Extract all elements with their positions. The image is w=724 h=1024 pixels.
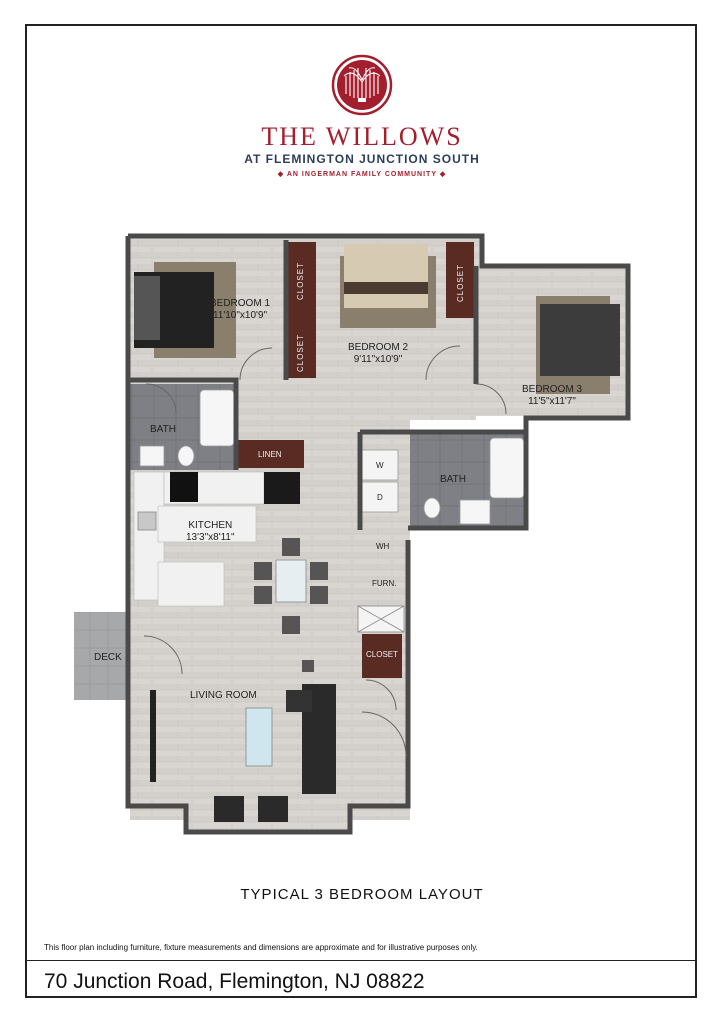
closet-label: CLOSET xyxy=(456,264,465,303)
bedroom3-name: BEDROOM 3 xyxy=(522,384,583,395)
disclaimer: This floor plan including furniture, fixture measurements and dimensions are approximate and for illustrative purposes only. xyxy=(44,943,478,952)
stove xyxy=(170,472,198,502)
sink-2 xyxy=(460,500,490,524)
closet-label: CLOSET xyxy=(366,650,399,659)
dining-chair xyxy=(254,562,272,580)
bedroom1-pillows xyxy=(134,276,160,340)
bath1-label: BATH xyxy=(150,424,176,435)
bedroom1-label xyxy=(210,298,270,322)
furnace-label: FURN. xyxy=(372,579,397,588)
side-table xyxy=(302,660,314,672)
coffee-table xyxy=(246,708,272,766)
tagline-text: AN INGERMAN FAMILY COMMUNITY xyxy=(286,171,437,178)
bathtub-1 xyxy=(200,390,234,446)
dining-chair xyxy=(310,586,328,604)
brand-title: THE WILLOWS xyxy=(261,122,463,151)
kitchen-dims: 13'3"x8'11" xyxy=(186,532,235,543)
water-heater-label: WH xyxy=(376,542,390,551)
address: 70 Junction Road, Flemington, NJ 08822 xyxy=(44,970,425,993)
dining-chair xyxy=(254,586,272,604)
tv-unit xyxy=(150,690,156,782)
toilet-1 xyxy=(178,446,194,466)
bedroom3-label xyxy=(522,384,582,408)
deck-label: DECK xyxy=(94,652,122,663)
sink-1 xyxy=(140,446,164,466)
bedroom1-name: BEDROOM 1 xyxy=(210,298,271,309)
refrigerator xyxy=(264,472,300,504)
brand-subtitle: AT FLEMINGTON JUNCTION SOUTH xyxy=(244,152,480,166)
layout-caption: TYPICAL 3 BEDROOM LAYOUT xyxy=(240,886,484,903)
armchair xyxy=(258,796,288,822)
tagline-ornament-right: ◆ xyxy=(436,171,447,178)
bedroom2-dims: 9'11"x10'9" xyxy=(353,354,403,365)
bedroom3-bed xyxy=(540,304,620,376)
dining-table xyxy=(276,560,306,602)
closet-label: CLOSET xyxy=(296,334,305,373)
dining-chair xyxy=(282,538,300,556)
living-room-label: LIVING ROOM xyxy=(190,690,257,701)
bedroom2-name: BEDROOM 2 xyxy=(348,342,409,353)
footer-divider xyxy=(25,960,697,961)
bedroom3-dims: 11'5"x11'7" xyxy=(528,396,576,407)
linen-label: LINEN xyxy=(258,450,282,459)
kitchen-island xyxy=(158,562,224,606)
bedroom2-bed xyxy=(344,244,428,308)
dining-chair xyxy=(310,562,328,580)
tagline-ornament-left: ◆ xyxy=(277,171,287,178)
bath2-label: BATH xyxy=(440,474,466,485)
dryer-label: D xyxy=(377,493,383,502)
kitchen-sink xyxy=(138,512,156,530)
dining-chair xyxy=(282,616,300,634)
armchair xyxy=(214,796,244,822)
bedroom2-label xyxy=(348,342,408,366)
kitchen-label xyxy=(186,520,235,544)
bedroom2-blanket-stripe xyxy=(344,282,428,294)
bathtub-2 xyxy=(490,438,524,498)
kitchen-name: KITCHEN xyxy=(188,520,233,531)
toilet-2 xyxy=(424,498,440,518)
sofa-chaise xyxy=(286,690,312,712)
closet-label: CLOSET xyxy=(296,262,305,301)
bedroom1-dims: 11'10"x10'9" xyxy=(212,310,268,321)
washer-label: W xyxy=(376,461,384,470)
